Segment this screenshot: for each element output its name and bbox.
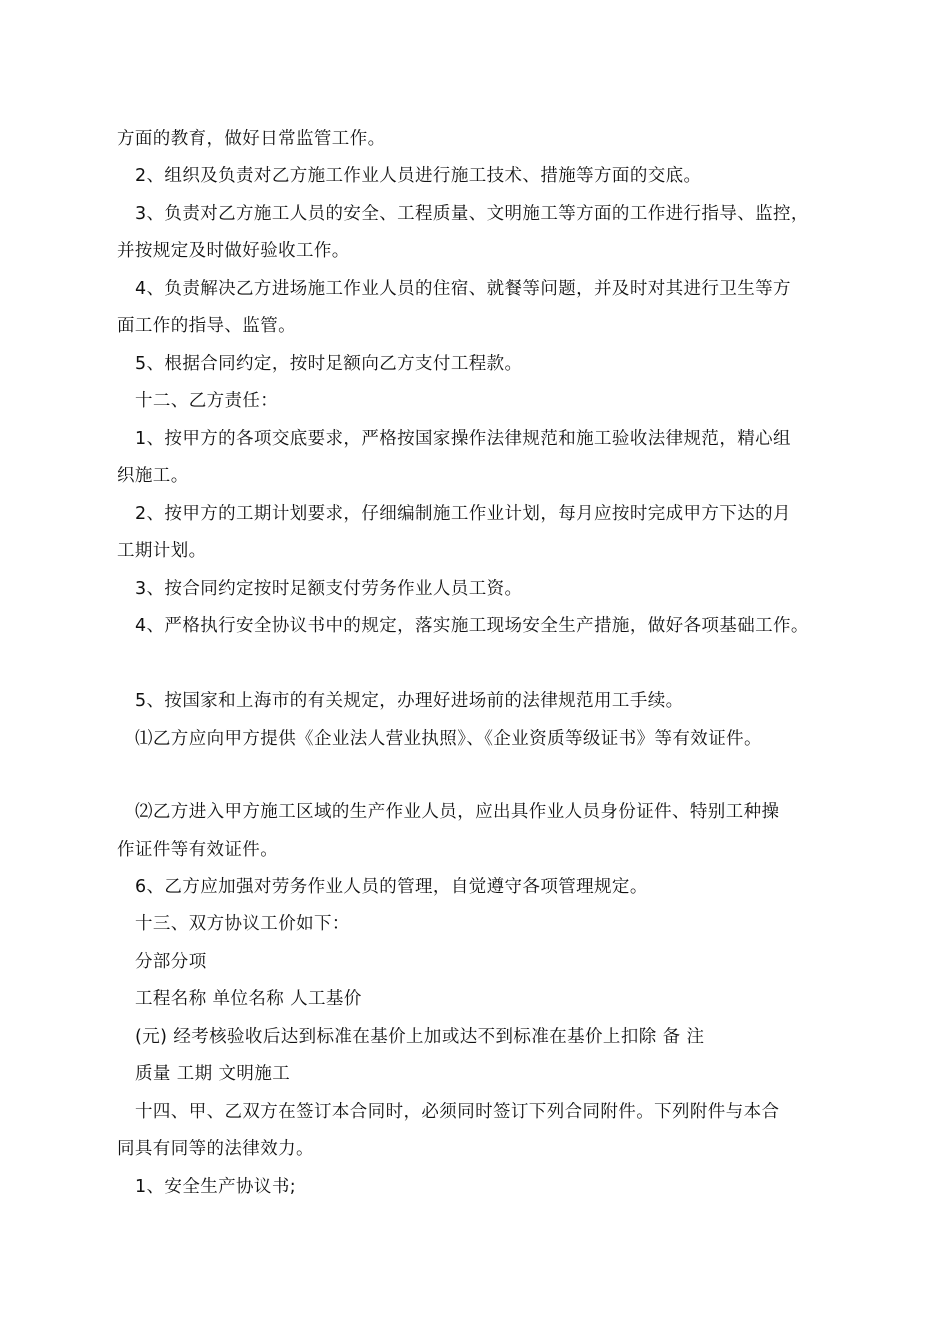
paragraph-line: 4、严格执行安全协议书中的规定，落实施工现场安全生产措施，做好各项基础工作。 (135, 616, 809, 636)
paragraph-line: 工期计划。 (117, 541, 207, 561)
paragraph-line: 5、根据合同约定，按时足额向乙方支付工程款。 (135, 354, 523, 374)
paragraph-line: 分部分项 (135, 952, 207, 972)
paragraph-line: 5、按国家和上海市的有关规定，办理好进场前的法律规范用工手续。 (135, 691, 684, 711)
paragraph-line: 3、按合同约定按时足额支付劳务作业人员工资。 (135, 579, 523, 599)
paragraph-line: ⑵乙方进入甲方施工区域的生产作业人员，应出具作业人员身份证件、特别工种操 (135, 802, 780, 822)
section-heading: 十二、乙方责任： (135, 391, 279, 411)
paragraph-line: 并按规定及时做好验收工作。 (117, 241, 350, 261)
paragraph-line: 织施工。 (117, 466, 189, 486)
paragraph-line: (元) 经考核验收后达到标准在基价上加或达不到标准在基价上扣除 备 注 (135, 1027, 705, 1047)
paragraph-line: 3、负责对乙方施工人员的安全、工程质量、文明施工等方面的工作进行指导、监控， (135, 204, 809, 224)
paragraph-line: 1、安全生产协议书; (135, 1177, 297, 1197)
paragraph-line: 方面的教育，做好日常监管工作。 (117, 129, 386, 149)
section-heading: 十四、甲、乙双方在签订本合同时，必须同时签订下列合同附件。下列附件与本合 (135, 1102, 780, 1122)
paragraph-line: 质量 工期 文明施工 (135, 1064, 291, 1084)
paragraph-line: 工程名称 单位名称 人工基价 (135, 989, 362, 1009)
paragraph-line: 1、按甲方的各项交底要求，严格按国家操作法律规范和施工验收法律规范，精心组 (135, 429, 791, 449)
paragraph-line: 2、按甲方的工期计划要求，仔细编制施工作业计划，每月应按时完成甲方下达的月 (135, 504, 791, 524)
paragraph-line: ⑴乙方应向甲方提供《企业法人营业执照》、《企业资质等级证书》等有效证件。 (135, 729, 762, 749)
section-heading: 十三、双方协议工价如下： (135, 914, 350, 934)
paragraph-line: 2、组织及负责对乙方施工作业人员进行施工技术、措施等方面的交底。 (135, 166, 702, 186)
paragraph-line: 6、乙方应加强对劳务作业人员的管理，自觉遵守各项管理规定。 (135, 877, 648, 897)
paragraph-line: 面工作的指导、监管。 (117, 316, 296, 336)
paragraph-line: 作证件等有效证件。 (117, 840, 279, 860)
paragraph-line: 4、负责解决乙方进场施工作业人员的住宿、就餐等问题，并及时对其进行卫生等方 (135, 279, 791, 299)
paragraph-line: 同具有同等的法律效力。 (117, 1139, 314, 1159)
